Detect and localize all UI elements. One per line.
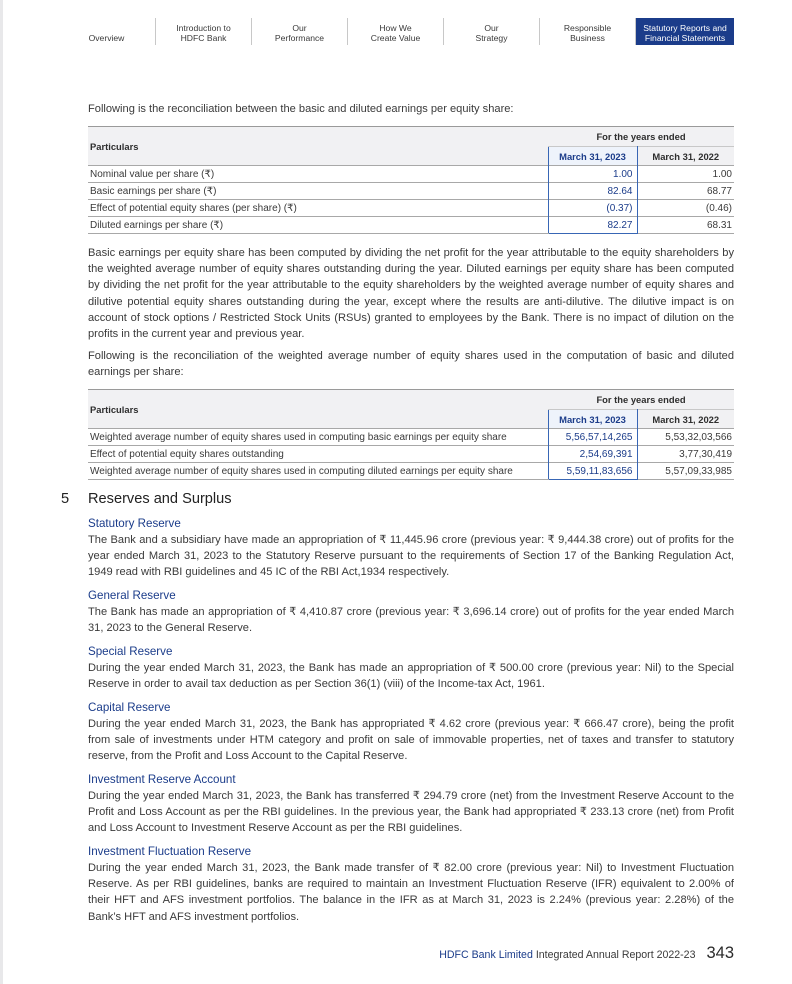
- row-label: Effect of potential equity shares (per share) (₹): [88, 200, 548, 217]
- years-ended-header: For the years ended: [548, 390, 734, 410]
- nav-tab-performance[interactable]: [252, 18, 348, 45]
- value-2023: 1.00: [548, 166, 637, 183]
- row-label: Nominal value per share (₹): [88, 166, 548, 183]
- nav-tab-statutory-reports[interactable]: [636, 18, 734, 45]
- subsection-text: During the year ended March 31, 2023, the Bank has appropriated ₹ 4.62 crore (previous year: ₹ 666.47 crore), being the profit from sale of investments under HTM category and profit on sale of immovable properties, net of taxes and transfer to statutory reserve, from the Profit and Loss Account to the Capital Reserve.: [88, 718, 734, 763]
- statutory-reserve-block: [88, 516, 734, 581]
- value-2022: 3,77,30,419: [637, 446, 734, 463]
- row-label: Diluted earnings per share (₹): [88, 217, 548, 234]
- section-title: Reserves and Surplus: [88, 491, 232, 507]
- particulars-header: Particulars: [88, 127, 548, 166]
- col-header-2022: March 31, 2022: [637, 410, 734, 429]
- table-row: [88, 446, 734, 463]
- subsection-heading: Investment Fluctuation Reserve: [88, 845, 252, 858]
- subsection-heading: Special Reserve: [88, 645, 173, 658]
- special-reserve-block: [88, 644, 734, 692]
- nav-tab-line1: Responsible: [563, 23, 612, 33]
- capital-reserve-block: [88, 700, 734, 765]
- col-header-2023: March 31, 2023: [548, 410, 637, 429]
- shares-reconciliation-table: [88, 389, 734, 480]
- subsection-text: During the year ended March 31, 2023, the Bank has transferred ₹ 294.79 crore (net) from the Investment Reserve Account to the Profit and Loss Account as per the RBI guidelines. In the previous year, the Bank had appropriated ₹ 233.13 crore (net) from Profit and Loss Account to Investment Reserve Account as per the RBI guidelines.: [88, 790, 734, 835]
- table-row: [88, 183, 734, 200]
- table-row: [88, 429, 734, 446]
- row-label: Weighted average number of equity shares used in computing basic earnings per equity share: [88, 429, 548, 446]
- subsection-heading: Statutory Reserve: [88, 517, 181, 530]
- value-2022: 68.77: [637, 183, 734, 200]
- table-header-row: [88, 127, 734, 147]
- nav-tab-responsible-business[interactable]: [540, 18, 636, 45]
- nav-tab-create-value[interactable]: [348, 18, 444, 45]
- row-label: Basic earnings per share (₹): [88, 183, 548, 200]
- eps-explanation: Basic earnings per equity share has been computed by dividing the net profit for the year attributable to the equity shareholders by the weighted average number of equity shares outstanding during the year. Diluted earnings per equity share has been computed by dividing the net profit for the year attributable to the equity shareholders by the weighted average number of equity shares and dilutive potential equity shares outstanding during the year, except where the results are anti-dilutive. The dilutive impact is on account of stock options / Restricted Stock Units (RSUs) granted to employees by the Bank. There is no impact of dilution on the profits in the current year and previous year.: [88, 247, 734, 341]
- subsection-heading: Investment Reserve Account: [88, 773, 236, 786]
- value-2023: 82.64: [548, 183, 637, 200]
- subsection-text: During the year ended March 31, 2023, the Bank has made an appropriation of ₹ 500.00 crore (previous year: Nil) to the Special Reserve in order to avail tax deduction as per Section 36(1) (viii) of the Income-tax Act, 1961.: [88, 662, 734, 691]
- shares-table-wrapper: [88, 389, 734, 480]
- table-row: [88, 463, 734, 480]
- nav-tab-line2: Business: [570, 33, 605, 43]
- investment-fluctuation-reserve-block: [88, 844, 734, 925]
- nav-tab-line1: Our: [292, 23, 307, 33]
- page-number: 343: [706, 944, 734, 962]
- section-number: 5: [61, 491, 70, 507]
- nav-tab-line2: Financial Statements: [644, 33, 726, 43]
- page-edge-rule: [0, 0, 3, 984]
- col-header-2022: March 31, 2022: [637, 147, 734, 166]
- nav-tab-line2: Strategy: [475, 33, 508, 43]
- subsection-heading: General Reserve: [88, 589, 176, 602]
- nav-tab-line2: Performance: [274, 33, 325, 43]
- nav-tab-line2: Create Value: [370, 33, 421, 43]
- nav-tab-line1: How We: [379, 23, 412, 33]
- value-2023: 2,54,69,391: [548, 446, 637, 463]
- table-header-row: [88, 390, 734, 410]
- table-row: [88, 200, 734, 217]
- value-2022: 5,53,32,03,566: [637, 429, 734, 446]
- nav-tab-line2: HDFC Bank: [180, 33, 227, 43]
- nav-tab-strategy[interactable]: [444, 18, 540, 45]
- subsection-heading: Capital Reserve: [88, 701, 171, 714]
- intro-shares-reconciliation: Following is the reconciliation of the weighted average number of equity shares used in the computation of basic and diluted earnings per share:: [88, 350, 734, 379]
- particulars-header: Particulars: [88, 390, 548, 429]
- value-2022: 5,57,09,33,985: [637, 463, 734, 480]
- col-header-2023: March 31, 2023: [548, 147, 637, 166]
- subsection-text: The Bank has made an appropriation of ₹ 4,410.87 crore (previous year: ₹ 3,696.14 crore) out of profits for the year ended March 31, 2023 to the General Reserve.: [88, 606, 734, 635]
- value-2022: (0.46): [637, 200, 734, 217]
- investment-reserve-block: [88, 772, 734, 837]
- subsection-text: During the year ended March 31, 2023, the Bank made transfer of ₹ 82.00 crore (previous year: Nil) to Investment Fluctuation Reserve. As per RBI guidelines, banks are required to maintain an Investment Fluctuation Reserve (IFR) equivalent to 2.00% of their HFT and AFS investment portfolios. The balance in the IFR as at March 31, 2023 is 2.24% (previous year: 2.28%) of the Bank’s HFT and AFS investment portfolios.: [88, 862, 734, 923]
- value-2023: 5,56,57,14,265: [548, 429, 637, 446]
- row-label: Effect of potential equity shares outstanding: [88, 446, 548, 463]
- value-2023: 5,59,11,83,656: [548, 463, 637, 480]
- eps-reconciliation-table: [88, 126, 734, 234]
- nav-tab-introduction[interactable]: [156, 18, 252, 45]
- page-footer: [439, 944, 734, 962]
- value-2023: 82.27: [548, 217, 637, 234]
- nav-tab-line1: Introduction to: [176, 23, 231, 33]
- intro-eps-reconciliation: Following is the reconciliation between the basic and diluted earnings per equity share:: [88, 103, 514, 115]
- table-row: [88, 217, 734, 234]
- value-2022: 68.31: [637, 217, 734, 234]
- value-2022: 1.00: [637, 166, 734, 183]
- nav-tab-line1: Our: [484, 23, 499, 33]
- general-reserve-block: [88, 588, 734, 636]
- eps-table-wrapper: [88, 126, 734, 234]
- subsection-text: The Bank and a subsidiary have made an appropriation of ₹ 11,445.96 crore (previous year: ₹ 9,444.38 crore) out of profits for the year ended March 31, 2023 to the Statutory Reserve pursuant to the requirements of Section 17 of the Banking Regulation Act, 1949 read with RBI guidelines and 45 IC of the RBI Act,1934 respectively.: [88, 534, 734, 579]
- footer-report-title: Integrated Annual Report 2022-23: [535, 949, 696, 961]
- section-nav: [58, 18, 734, 45]
- value-2023: (0.37): [548, 200, 637, 217]
- years-ended-header: For the years ended: [548, 127, 734, 147]
- row-label: Weighted average number of equity shares used in computing diluted earnings per equity share: [88, 463, 548, 480]
- nav-tab-line2: Overview: [88, 33, 125, 43]
- table-row: [88, 166, 734, 183]
- nav-tab-line1: Statutory Reports and: [643, 23, 727, 33]
- nav-tab-overview[interactable]: [58, 18, 156, 45]
- footer-brand: HDFC Bank Limited: [439, 949, 533, 961]
